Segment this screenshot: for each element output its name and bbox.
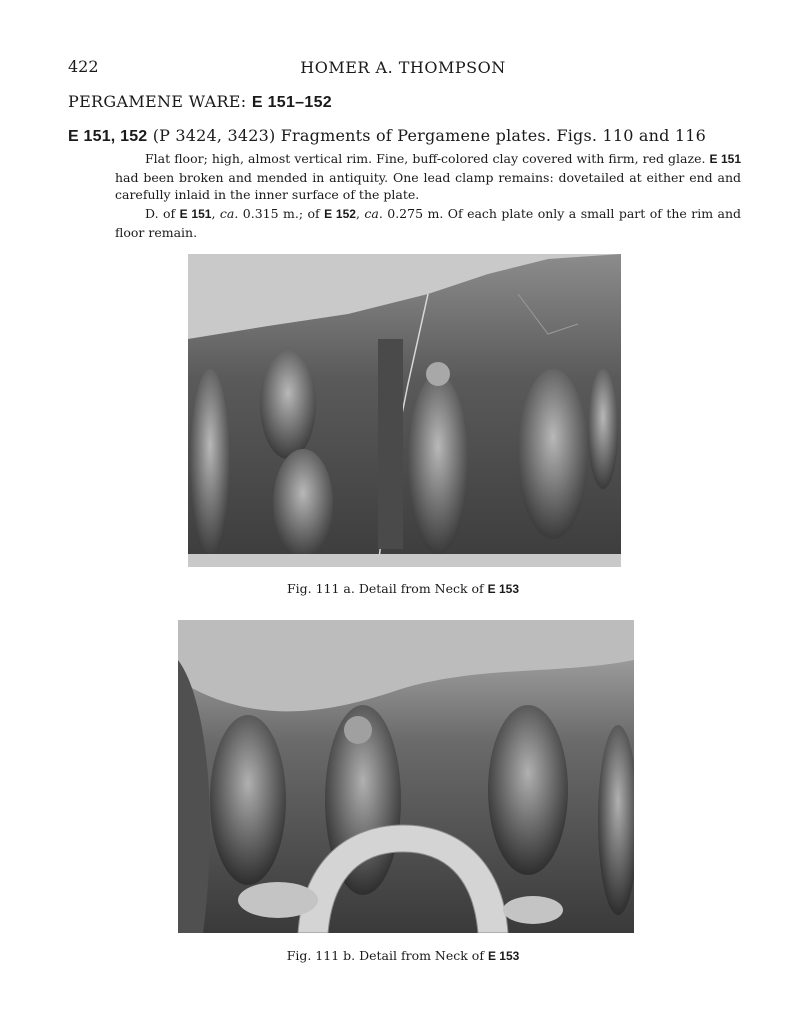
- entry-heading: [68, 126, 706, 146]
- figure-caption-text: Detail from Neck of: [359, 948, 484, 963]
- paragraph-2-ref-1: E 151: [179, 207, 212, 221]
- entry-figure-refs: Figs. 110 and 116: [556, 126, 707, 145]
- relief-figure: [190, 369, 230, 559]
- relief-figure: [408, 374, 468, 554]
- page-number: 422: [68, 57, 99, 76]
- figure-111b-photo: [178, 620, 634, 933]
- figure-ref: E 153: [487, 949, 520, 963]
- relief-figure: [273, 449, 333, 559]
- relief-figure: [518, 369, 588, 539]
- paragraph-1-text-b: had been broken and mended in antiquity. One lead clamp remains: dovetailed at either end and carefully inlaid in the inner surface of the plate.: [115, 169, 741, 202]
- figure-111a-photo: [188, 254, 621, 567]
- paragraph-2-dim-2: 0.275 m. Of each plate only a small part of the rim and floor remain.: [115, 206, 742, 240]
- figure-111b-caption: [0, 948, 806, 963]
- entry-catalog-numbers: E 151, 152: [68, 128, 148, 145]
- entry-inventory: (P 3424, 3423): [152, 126, 276, 145]
- relief-figure: [260, 349, 316, 459]
- section-catalog-range: E 151–152: [251, 94, 332, 111]
- paragraph-2-dim-1: 0.315 m.; of: [242, 206, 320, 221]
- paragraph-2-ca-1: ca.: [219, 206, 239, 221]
- paragraph-2-ca-2: ca.: [364, 206, 383, 221]
- section-heading: [68, 92, 332, 112]
- running-head: HOMER A. THOMPSON: [300, 58, 506, 77]
- section-title: PERGAMENE WARE:: [68, 92, 247, 111]
- figure-ref: E 153: [487, 582, 520, 596]
- entry-description: Fragments of Pergamene plates.: [280, 126, 552, 145]
- paragraph-1-ref: E 151: [709, 152, 742, 166]
- description-paragraph: [115, 150, 741, 204]
- relief-figure: [588, 369, 618, 489]
- paragraph-1-text-a: Flat floor; high, almost vertical rim. Fine, buff-colored clay covered with firm, red glaze.: [145, 151, 706, 166]
- figure-label: Fig. 111 b.: [286, 948, 356, 963]
- figure-111a-caption: [0, 581, 806, 596]
- paragraph-2-text-a: D. of: [145, 206, 176, 221]
- figure-caption-text: Detail from Neck of: [358, 581, 484, 596]
- figure-label: Fig. 111 a.: [286, 581, 355, 596]
- relief-figure: [210, 715, 286, 885]
- dimensions-paragraph: D. of E 151, ca. 0.315 m.; of E 152, ca. 0.275 m. Of each plate only a small part of the rim and floor remain.: [115, 206, 742, 240]
- relief-figure: [488, 705, 568, 875]
- paragraph-2-ref-2: E 152: [324, 207, 356, 221]
